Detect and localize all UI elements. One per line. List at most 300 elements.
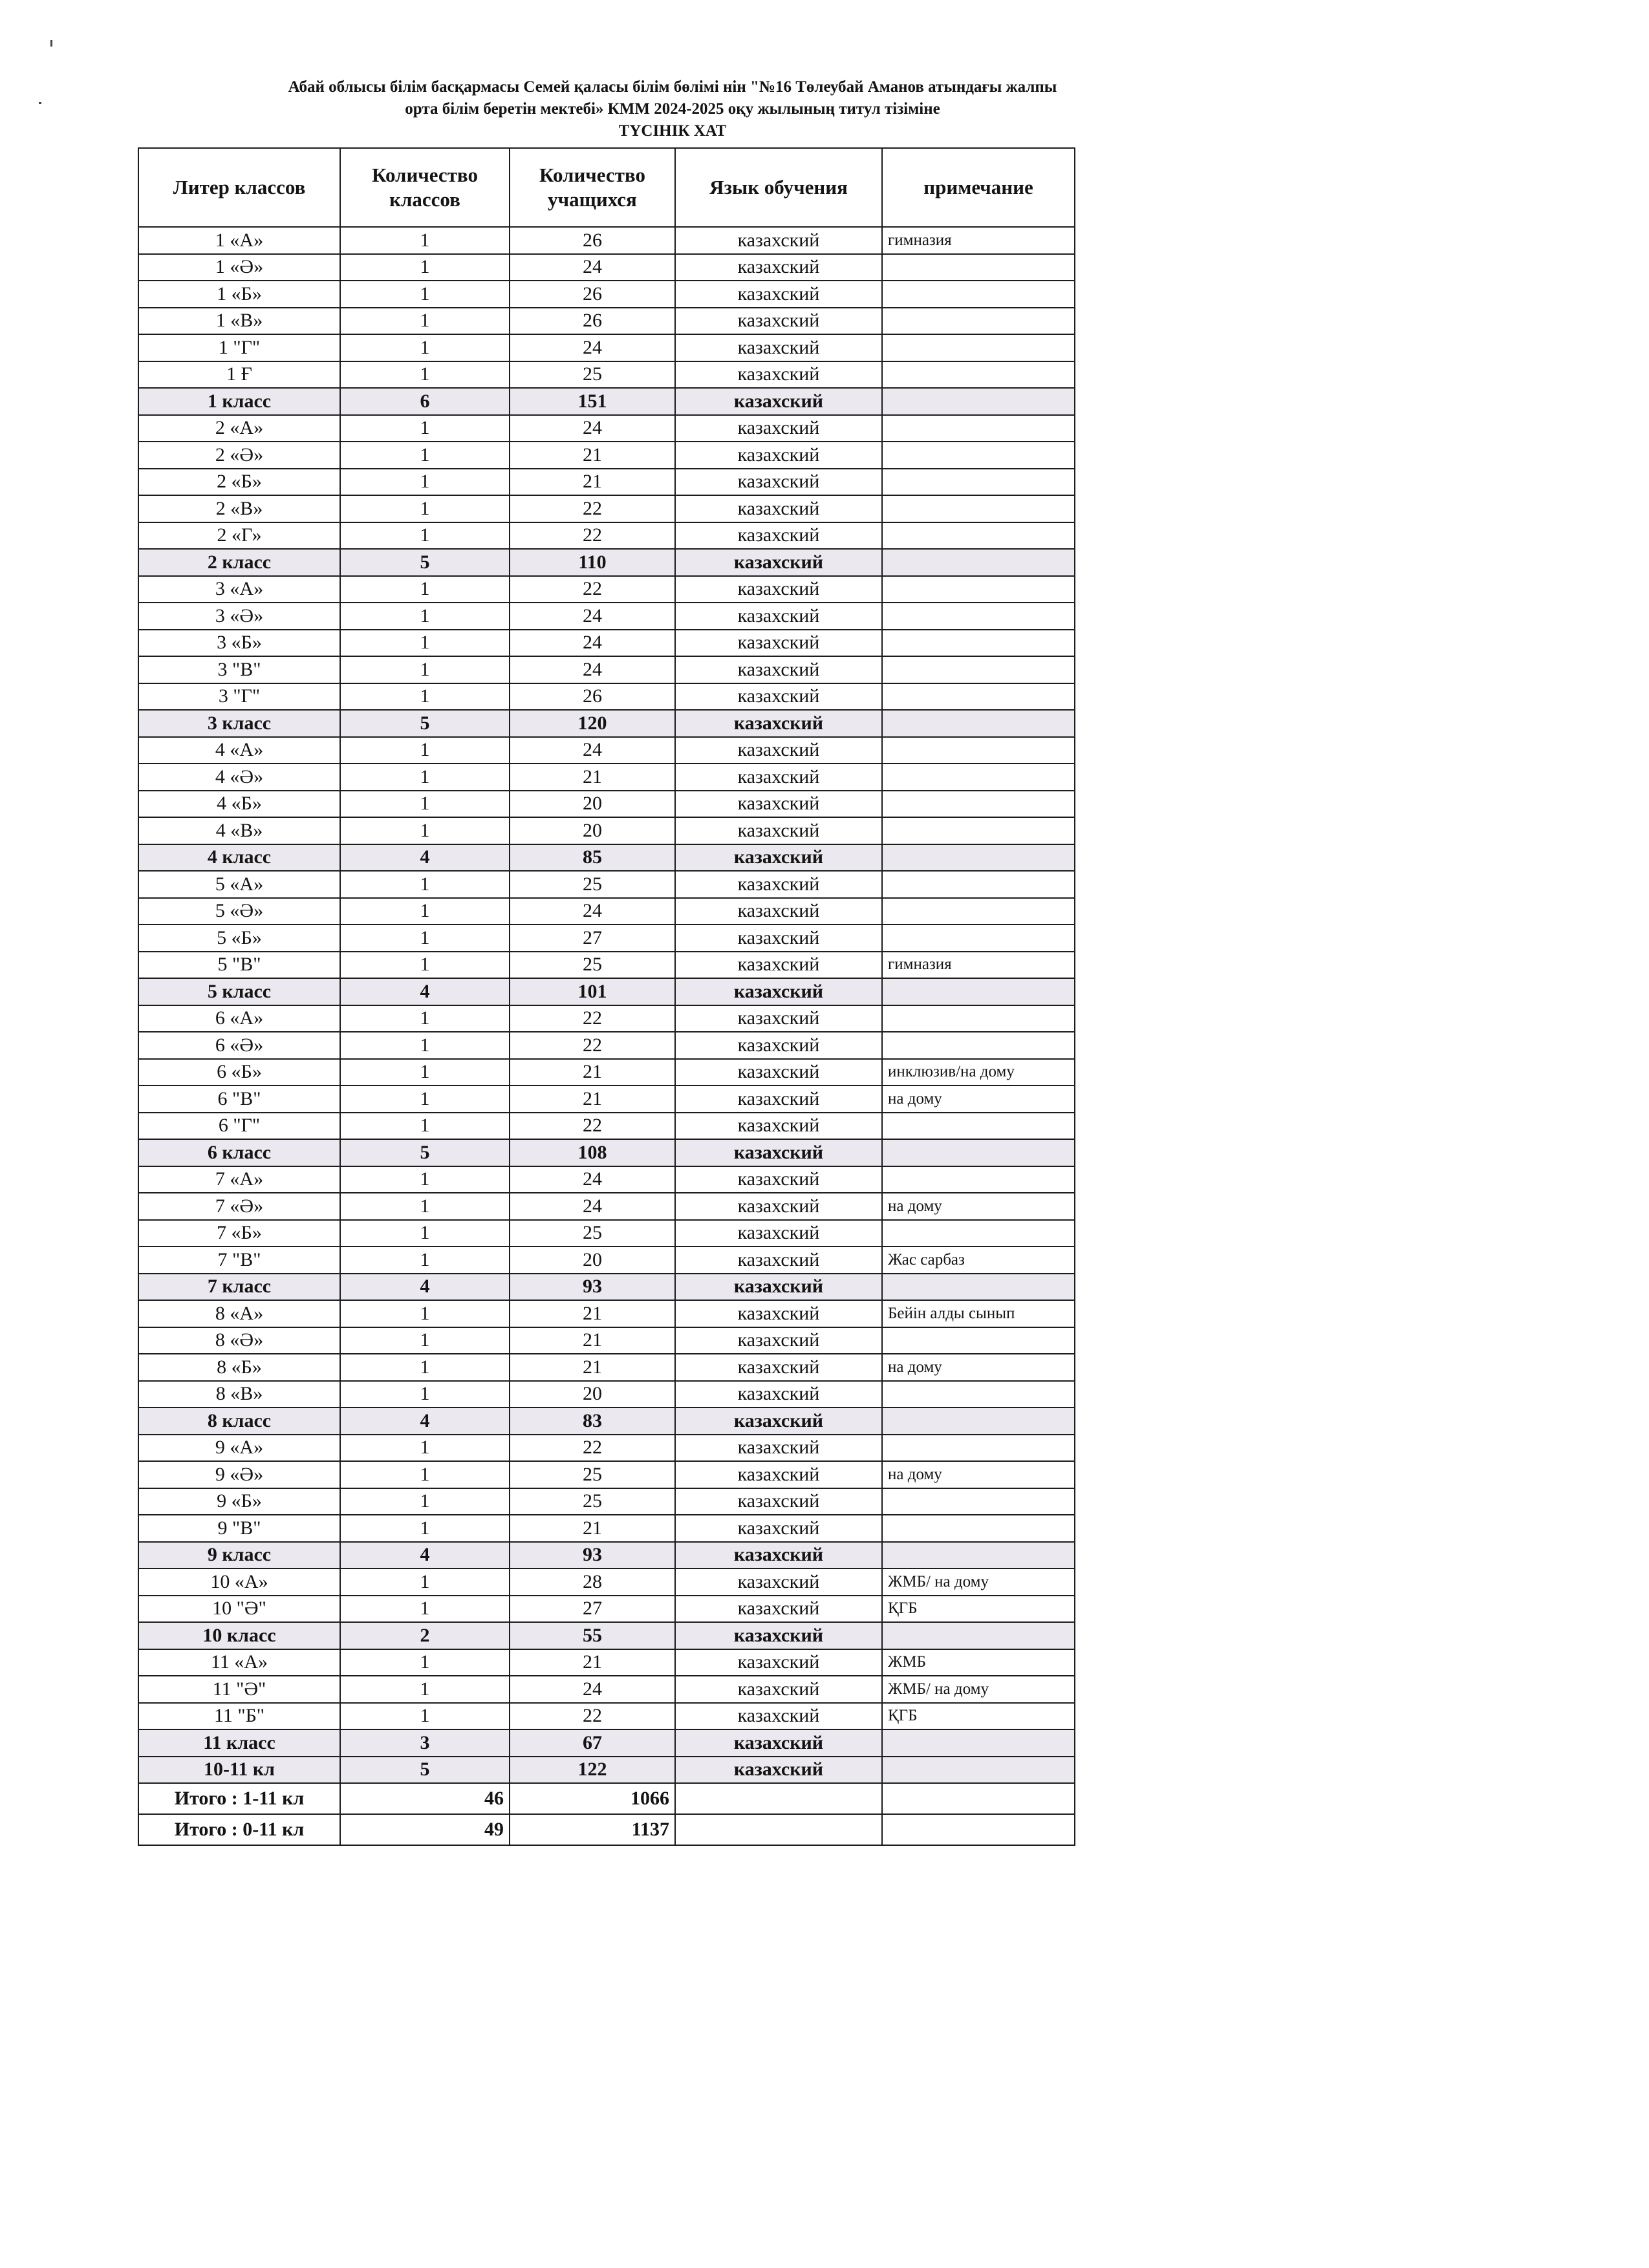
cell-note xyxy=(882,1274,1075,1301)
table-row xyxy=(138,1515,1075,1542)
cell-note xyxy=(882,1005,1075,1032)
cell-language: казахский xyxy=(675,361,882,389)
cell-language: казахский xyxy=(675,1622,882,1649)
table-row xyxy=(138,898,1075,925)
cell-language xyxy=(675,1814,882,1845)
table-row xyxy=(138,1220,1075,1247)
cell-note xyxy=(882,388,1075,415)
cell-student-count: 24 xyxy=(510,1166,675,1193)
cell-class-count: 1 xyxy=(340,656,510,683)
cell-student-count: 21 xyxy=(510,442,675,469)
subtotal-row xyxy=(138,844,1075,872)
cell-class-count: 6 xyxy=(340,388,510,415)
table-row xyxy=(138,1246,1075,1274)
table-row xyxy=(138,656,1075,683)
cell-language: казахский xyxy=(675,1300,882,1327)
cell-note xyxy=(882,1542,1075,1569)
cell-class-letter: 3 "Г" xyxy=(138,683,340,711)
cell-class-count: 1 xyxy=(340,683,510,711)
cell-class-count: 3 xyxy=(340,1729,510,1757)
cell-note xyxy=(882,683,1075,711)
cell-class-count: 1 xyxy=(340,1059,510,1086)
cell-class-count: 1 xyxy=(340,495,510,522)
cell-student-count: 28 xyxy=(510,1568,675,1596)
cell-note xyxy=(882,1139,1075,1166)
cell-language: казахский xyxy=(675,549,882,576)
cell-class-count: 49 xyxy=(340,1814,510,1845)
table-row xyxy=(138,1032,1075,1059)
cell-student-count: 93 xyxy=(510,1542,675,1569)
cell-class-letter: 7 «А» xyxy=(138,1166,340,1193)
cell-note xyxy=(882,871,1075,898)
table-row xyxy=(138,871,1075,898)
table-row xyxy=(138,817,1075,844)
cell-student-count: 21 xyxy=(510,1515,675,1542)
cell-language: казахский xyxy=(675,764,882,791)
table-row xyxy=(138,1461,1075,1488)
table-row xyxy=(138,764,1075,791)
table-row xyxy=(138,1676,1075,1703)
cell-class-count: 1 xyxy=(340,1676,510,1703)
cell-student-count: 20 xyxy=(510,1381,675,1408)
cell-student-count: 24 xyxy=(510,630,675,657)
subtotal-row xyxy=(138,1757,1075,1784)
cell-student-count: 22 xyxy=(510,1032,675,1059)
cell-student-count: 21 xyxy=(510,1086,675,1113)
cell-class-letter: 6 «Б» xyxy=(138,1059,340,1086)
cell-class-letter: 9 класс xyxy=(138,1542,340,1569)
cell-class-letter: 1 «А» xyxy=(138,227,340,254)
cell-student-count: 25 xyxy=(510,871,675,898)
document-heading xyxy=(129,76,1216,142)
cell-class-count: 2 xyxy=(340,1622,510,1649)
cell-class-count: 1 xyxy=(340,1327,510,1354)
table-row xyxy=(138,1703,1075,1730)
cell-note xyxy=(882,495,1075,522)
cell-class-letter: 5 «Ә» xyxy=(138,898,340,925)
cell-class-count: 1 xyxy=(340,442,510,469)
cell-language: казахский xyxy=(675,1488,882,1515)
cell-language: казахский xyxy=(675,1435,882,1462)
cell-note: ЖМБ/ на дому xyxy=(882,1568,1075,1596)
cell-class-count: 1 xyxy=(340,227,510,254)
cell-class-letter: 4 класс xyxy=(138,844,340,872)
cell-student-count: 1137 xyxy=(510,1814,675,1845)
cell-note xyxy=(882,361,1075,389)
cell-class-count: 5 xyxy=(340,1139,510,1166)
cell-class-letter: 10 «А» xyxy=(138,1568,340,1596)
cell-class-letter: 3 «Б» xyxy=(138,630,340,657)
cell-class-letter: 8 «Ә» xyxy=(138,1327,340,1354)
cell-class-letter: 1 Ғ xyxy=(138,361,340,389)
cell-student-count: 22 xyxy=(510,1113,675,1140)
cell-class-count: 1 xyxy=(340,415,510,442)
cell-class-count: 1 xyxy=(340,1246,510,1274)
cell-student-count: 21 xyxy=(510,1327,675,1354)
cell-student-count: 27 xyxy=(510,1596,675,1623)
cell-note xyxy=(882,549,1075,576)
table-row xyxy=(138,522,1075,550)
table-row xyxy=(138,1005,1075,1032)
cell-note xyxy=(882,1488,1075,1515)
table-row xyxy=(138,1435,1075,1462)
cell-student-count: 24 xyxy=(510,415,675,442)
cell-student-count: 21 xyxy=(510,764,675,791)
table-row xyxy=(138,1381,1075,1408)
cell-language: казахский xyxy=(675,388,882,415)
cell-class-letter: 9 "В" xyxy=(138,1515,340,1542)
cell-note xyxy=(882,1032,1075,1059)
table-row xyxy=(138,442,1075,469)
cell-class-count: 1 xyxy=(340,281,510,308)
table-row xyxy=(138,1488,1075,1515)
cell-note: на дому xyxy=(882,1461,1075,1488)
cell-note xyxy=(882,1783,1075,1814)
cell-class-letter: 5 "В" xyxy=(138,952,340,979)
cell-language: казахский xyxy=(675,1596,882,1623)
cell-class-count: 1 xyxy=(340,469,510,496)
cell-note xyxy=(882,1515,1075,1542)
cell-class-letter: 11 «А» xyxy=(138,1649,340,1676)
cell-class-letter: 5 класс xyxy=(138,978,340,1005)
cell-language: казахский xyxy=(675,1059,882,1086)
cell-language: казахский xyxy=(675,871,882,898)
cell-class-count: 1 xyxy=(340,925,510,952)
cell-language: казахский xyxy=(675,1461,882,1488)
cell-class-letter: 10 "Ә" xyxy=(138,1596,340,1623)
cell-class-letter: 8 «Б» xyxy=(138,1354,340,1381)
cell-note xyxy=(882,737,1075,764)
cell-student-count: 24 xyxy=(510,1193,675,1220)
cell-note xyxy=(882,334,1075,361)
cell-note: ҚГБ xyxy=(882,1596,1075,1623)
cell-class-count: 1 xyxy=(340,1113,510,1140)
cell-class-count: 1 xyxy=(340,576,510,603)
cell-language: казахский xyxy=(675,1166,882,1193)
cell-class-letter: 3 класс xyxy=(138,710,340,737)
scan-speck xyxy=(39,102,41,104)
cell-class-letter: 4 «А» xyxy=(138,737,340,764)
cell-language: казахский xyxy=(675,656,882,683)
cell-class-letter: 7 «Ә» xyxy=(138,1193,340,1220)
table-row xyxy=(138,737,1075,764)
cell-language: казахский xyxy=(675,1676,882,1703)
cell-class-count: 1 xyxy=(340,1193,510,1220)
cell-student-count: 22 xyxy=(510,495,675,522)
cell-class-count: 1 xyxy=(340,764,510,791)
cell-class-letter: 10 класс xyxy=(138,1622,340,1649)
table-row xyxy=(138,227,1075,254)
table-row xyxy=(138,952,1075,979)
cell-language: казахский xyxy=(675,1703,882,1730)
cell-class-count: 4 xyxy=(340,1407,510,1435)
cell-student-count: 24 xyxy=(510,254,675,281)
cell-note: гимназия xyxy=(882,227,1075,254)
cell-student-count: 20 xyxy=(510,1246,675,1274)
cell-class-count: 4 xyxy=(340,844,510,872)
cell-student-count: 55 xyxy=(510,1622,675,1649)
cell-class-count: 1 xyxy=(340,630,510,657)
cell-class-letter: 8 класс xyxy=(138,1407,340,1435)
subtotal-row xyxy=(138,1542,1075,1569)
cell-language: казахский xyxy=(675,1327,882,1354)
cell-class-letter: 7 «Б» xyxy=(138,1220,340,1247)
cell-note xyxy=(882,978,1075,1005)
cell-class-count: 1 xyxy=(340,817,510,844)
cell-class-count: 1 xyxy=(340,1381,510,1408)
cell-class-count: 1 xyxy=(340,603,510,630)
cell-class-letter: 2 «Г» xyxy=(138,522,340,550)
table-row xyxy=(138,469,1075,496)
cell-note xyxy=(882,522,1075,550)
cell-note: Жас сарбаз xyxy=(882,1246,1075,1274)
cell-class-letter: Итого : 0-11 кл xyxy=(138,1814,340,1845)
cell-class-count: 1 xyxy=(340,1005,510,1032)
cell-student-count: 26 xyxy=(510,683,675,711)
cell-class-letter: 1 "Г" xyxy=(138,334,340,361)
cell-student-count: 83 xyxy=(510,1407,675,1435)
cell-class-letter: 9 «А» xyxy=(138,1435,340,1462)
cell-note xyxy=(882,1622,1075,1649)
table-row xyxy=(138,603,1075,630)
subtotal-row xyxy=(138,549,1075,576)
cell-class-count: 1 xyxy=(340,1515,510,1542)
cell-student-count: 25 xyxy=(510,1488,675,1515)
cell-note xyxy=(882,254,1075,281)
cell-language: казахский xyxy=(675,495,882,522)
cell-note xyxy=(882,442,1075,469)
cell-student-count: 20 xyxy=(510,791,675,818)
table-row xyxy=(138,1354,1075,1381)
cell-class-count: 1 xyxy=(340,1032,510,1059)
cell-student-count: 85 xyxy=(510,844,675,872)
cell-class-letter: 1 класс xyxy=(138,388,340,415)
cell-student-count: 25 xyxy=(510,361,675,389)
cell-language: казахский xyxy=(675,281,882,308)
cell-note: на дому xyxy=(882,1193,1075,1220)
cell-class-letter: 11 класс xyxy=(138,1729,340,1757)
table-row xyxy=(138,1568,1075,1596)
table-row xyxy=(138,925,1075,952)
cell-student-count: 27 xyxy=(510,925,675,952)
cell-student-count: 22 xyxy=(510,1703,675,1730)
cell-class-letter: 6 "Г" xyxy=(138,1113,340,1140)
heading-line-1: Абай облысы білім басқармасы Семей қаласы білім бөлімі нін "№16 Төлеубай Аманов атындағы жалпы xyxy=(288,78,1057,96)
cell-student-count: 151 xyxy=(510,388,675,415)
cell-class-count: 1 xyxy=(340,1703,510,1730)
cell-language: казахский xyxy=(675,1274,882,1301)
cell-class-letter: 4 «Ә» xyxy=(138,764,340,791)
cell-student-count: 26 xyxy=(510,227,675,254)
cell-note: гимназия xyxy=(882,952,1075,979)
cell-class-count: 1 xyxy=(340,791,510,818)
cell-language: казахский xyxy=(675,1381,882,1408)
cell-class-letter: 4 «В» xyxy=(138,817,340,844)
cell-student-count: 21 xyxy=(510,1300,675,1327)
cell-class-letter: 9 «Б» xyxy=(138,1488,340,1515)
cell-student-count: 24 xyxy=(510,737,675,764)
cell-student-count: 22 xyxy=(510,576,675,603)
cell-student-count: 67 xyxy=(510,1729,675,1757)
cell-language: казахский xyxy=(675,576,882,603)
cell-language: казахский xyxy=(675,1757,882,1784)
cell-class-count: 1 xyxy=(340,522,510,550)
cell-student-count: 24 xyxy=(510,656,675,683)
cell-student-count: 21 xyxy=(510,1649,675,1676)
cell-class-count: 4 xyxy=(340,1542,510,1569)
cell-language: казахский xyxy=(675,630,882,657)
cell-language: казахский xyxy=(675,1032,882,1059)
cell-note xyxy=(882,576,1075,603)
cell-note xyxy=(882,1814,1075,1845)
cell-class-letter: 6 "В" xyxy=(138,1086,340,1113)
table-row xyxy=(138,576,1075,603)
cell-class-count: 1 xyxy=(340,1568,510,1596)
cell-student-count: 24 xyxy=(510,898,675,925)
cell-student-count: 21 xyxy=(510,1354,675,1381)
cell-class-count: 1 xyxy=(340,334,510,361)
col-header-students: Количество учащихся xyxy=(510,148,675,227)
cell-class-count: 1 xyxy=(340,1300,510,1327)
table-row xyxy=(138,1193,1075,1220)
cell-class-count: 1 xyxy=(340,1166,510,1193)
cell-class-letter: 8 «В» xyxy=(138,1381,340,1408)
subtotal-row xyxy=(138,710,1075,737)
cell-note xyxy=(882,844,1075,872)
subtotal-row xyxy=(138,1139,1075,1166)
cell-language: казахский xyxy=(675,1005,882,1032)
cell-student-count: 122 xyxy=(510,1757,675,1784)
cell-language: казахский xyxy=(675,1220,882,1247)
cell-language: казахский xyxy=(675,978,882,1005)
scan-speck xyxy=(50,40,52,47)
cell-class-count: 5 xyxy=(340,1757,510,1784)
cell-class-count: 1 xyxy=(340,1461,510,1488)
cell-note xyxy=(882,281,1075,308)
table-row xyxy=(138,1327,1075,1354)
cell-class-letter: 2 класс xyxy=(138,549,340,576)
table-row xyxy=(138,254,1075,281)
cell-language: казахский xyxy=(675,334,882,361)
cell-language: казахский xyxy=(675,1542,882,1569)
cell-class-letter: 3 «Ә» xyxy=(138,603,340,630)
cell-student-count: 25 xyxy=(510,1220,675,1247)
cell-language: казахский xyxy=(675,737,882,764)
cell-class-letter: 2 «Б» xyxy=(138,469,340,496)
cell-class-letter: 7 "В" xyxy=(138,1246,340,1274)
cell-note xyxy=(882,1381,1075,1408)
cell-note xyxy=(882,764,1075,791)
cell-note xyxy=(882,925,1075,952)
table-row xyxy=(138,361,1075,389)
cell-student-count: 22 xyxy=(510,1005,675,1032)
cell-class-count: 1 xyxy=(340,254,510,281)
cell-class-count: 1 xyxy=(340,1488,510,1515)
cell-class-count: 1 xyxy=(340,1354,510,1381)
cell-note xyxy=(882,817,1075,844)
cell-note: ЖМБ/ на дому xyxy=(882,1676,1075,1703)
grand-total-row xyxy=(138,1783,1075,1814)
cell-class-count: 5 xyxy=(340,549,510,576)
cell-class-count: 1 xyxy=(340,308,510,335)
cell-language: казахский xyxy=(675,817,882,844)
subtotal-row xyxy=(138,978,1075,1005)
table-row xyxy=(138,308,1075,335)
table-row xyxy=(138,495,1075,522)
cell-language: казахский xyxy=(675,1407,882,1435)
cell-note xyxy=(882,1220,1075,1247)
cell-student-count: 26 xyxy=(510,308,675,335)
cell-student-count: 22 xyxy=(510,1435,675,1462)
cell-class-count: 1 xyxy=(340,1435,510,1462)
cell-class-letter: 10-11 кл xyxy=(138,1757,340,1784)
cell-language: казахский xyxy=(675,227,882,254)
grand-total-row xyxy=(138,1814,1075,1845)
cell-student-count: 24 xyxy=(510,1676,675,1703)
table-row xyxy=(138,630,1075,657)
cell-note xyxy=(882,1113,1075,1140)
cell-language: казахский xyxy=(675,683,882,711)
cell-note xyxy=(882,1435,1075,1462)
cell-class-letter: 3 «А» xyxy=(138,576,340,603)
table-row xyxy=(138,1596,1075,1623)
cell-language: казахский xyxy=(675,522,882,550)
cell-language: казахский xyxy=(675,469,882,496)
cell-note: на дому xyxy=(882,1354,1075,1381)
cell-note xyxy=(882,1407,1075,1435)
cell-language: казахский xyxy=(675,1086,882,1113)
cell-note xyxy=(882,898,1075,925)
cell-language: казахский xyxy=(675,442,882,469)
cell-class-letter: 7 класс xyxy=(138,1274,340,1301)
table-row xyxy=(138,415,1075,442)
cell-note xyxy=(882,710,1075,737)
cell-student-count: 93 xyxy=(510,1274,675,1301)
cell-note: ҚГБ xyxy=(882,1703,1075,1730)
table-row xyxy=(138,1166,1075,1193)
cell-student-count: 1066 xyxy=(510,1783,675,1814)
table-row xyxy=(138,281,1075,308)
cell-student-count: 26 xyxy=(510,281,675,308)
cell-class-count: 4 xyxy=(340,1274,510,1301)
cell-language: казахский xyxy=(675,1515,882,1542)
cell-note xyxy=(882,1757,1075,1784)
cell-class-letter: 11 "Ә" xyxy=(138,1676,340,1703)
table-header-row xyxy=(138,148,1075,227)
table-row xyxy=(138,1113,1075,1140)
cell-note xyxy=(882,415,1075,442)
cell-note xyxy=(882,1327,1075,1354)
cell-class-letter: 11 "Б" xyxy=(138,1703,340,1730)
cell-language: казахский xyxy=(675,1246,882,1274)
cell-class-count: 1 xyxy=(340,737,510,764)
cell-language: казахский xyxy=(675,925,882,952)
cell-class-letter: 8 «А» xyxy=(138,1300,340,1327)
cell-language: казахский xyxy=(675,1568,882,1596)
class-roster-table xyxy=(138,147,1075,1846)
cell-language: казахский xyxy=(675,1354,882,1381)
cell-language: казахский xyxy=(675,1193,882,1220)
cell-class-count: 1 xyxy=(340,361,510,389)
cell-class-count: 1 xyxy=(340,1086,510,1113)
table-row xyxy=(138,1300,1075,1327)
cell-class-letter: 5 «А» xyxy=(138,871,340,898)
cell-student-count: 21 xyxy=(510,1059,675,1086)
cell-class-count: 46 xyxy=(340,1783,510,1814)
cell-student-count: 21 xyxy=(510,469,675,496)
cell-student-count: 110 xyxy=(510,549,675,576)
cell-note: на дому xyxy=(882,1086,1075,1113)
